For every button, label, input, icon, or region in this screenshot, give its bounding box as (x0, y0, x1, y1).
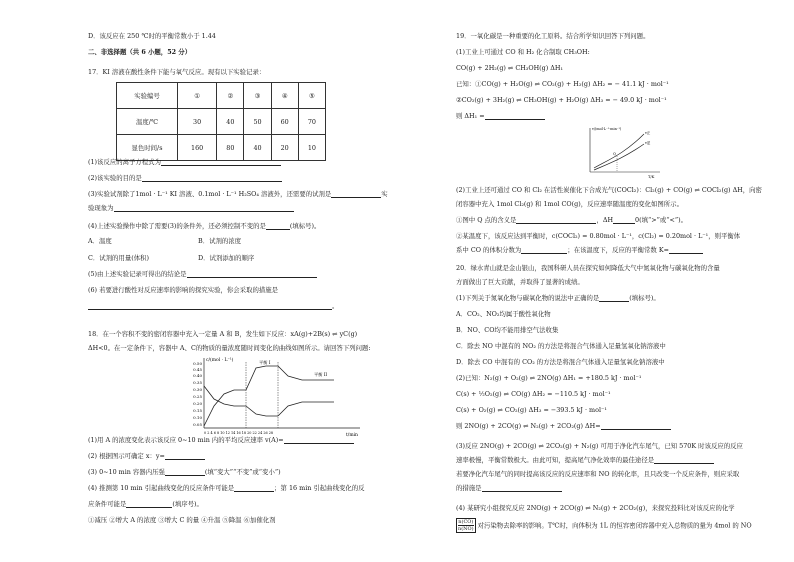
answer-blank (599, 295, 629, 302)
q18-part4 (88, 484, 365, 492)
answer-blank (161, 159, 281, 166)
q19-part2-q1 (456, 216, 687, 224)
curve-c (204, 390, 246, 426)
q17-part3-text: (3)实验试剂除了1mol · L⁻¹ KI 溶液、0.1mol · L⁻¹ H₂SO₄ 溶液外，还需要的试剂是 (88, 190, 332, 198)
q20-given-1: (2)已知：N₂(g) + O₂(g) ⇌ 2NO(g) ΔH₁ = +180.5 kJ · mol⁻¹ (456, 374, 642, 382)
fraction-denominator: n(NO) (458, 526, 474, 532)
table-cell: 40 (244, 135, 271, 161)
table-cell: 50 (244, 109, 271, 135)
q17-part1 (88, 158, 281, 166)
table-cell: 实验编号 (117, 83, 178, 109)
q18-part4-cont-text: 应条件可能是 (88, 500, 127, 508)
question-16-option-d: D．该反应在 250 ℃时的平衡常数小于 1.44 (88, 32, 216, 40)
forward-rate-curve (594, 134, 644, 168)
question-18-stem: 18．在一个容积不变的密闭容器中充入一定量 A 和 B，发生如下反应：xA(g)+2B(s) ⇌ yC(g) (88, 330, 358, 338)
q18-part2-text: (2) 根据图示可确定 x：y= (88, 452, 165, 460)
y-axis-label: v/(mol·L⁻¹·min⁻¹) (592, 127, 622, 131)
q18-part4-tail: ；第 16 min 引起曲线变化的反 (274, 484, 365, 492)
curve-a-after-10 (246, 406, 278, 416)
q18-part4-cont (88, 500, 203, 508)
q19-delta-h1-text: 则 ΔH₁ = (456, 112, 485, 120)
rate-temperature-graph (584, 122, 664, 180)
y-tick: 0.35 (193, 380, 202, 385)
ratio-fraction (456, 518, 476, 533)
answer-blank (284, 437, 354, 444)
answer-blank (114, 205, 294, 212)
y-tick: 0.10 (193, 415, 202, 420)
q18-part3-tail: (填“变大”“不变”或“变小”) (204, 468, 281, 476)
q20-option-a: A．CO₂、NO₂均属于酸性氧化物 (456, 310, 551, 318)
q17-option-a: A．温度 (88, 237, 112, 245)
q17-part3 (88, 190, 388, 198)
q17-part4-text: (4)上述实验操作中除了需要(3)的条件外，还必须控制不变的是 (88, 222, 266, 230)
table-row (117, 109, 326, 135)
table-row (117, 135, 326, 161)
question-18-stem-cont: ΔH<0。在一定条件下，容器中 A、C的物质的量浓度随时间变化的曲线如图所示。请回答下列问题: (88, 344, 371, 352)
q20-part1 (456, 294, 660, 302)
q17-part6-end: 。 (332, 302, 339, 310)
q18-part1-text: (1)用 A 的浓度变化表示该反应 0~10 min 内的平均反应速率 v(A)= (88, 436, 284, 444)
q17-part2-text: (2)该实验的目的是 (88, 174, 142, 182)
q17-part3-cont-text: 验现象为 (88, 204, 114, 212)
q17-part4 (88, 222, 320, 230)
answer-blank (516, 217, 596, 224)
fraction-numerator: n(CO) (458, 519, 474, 525)
q17-part4-tail: (填标号)。 (289, 222, 321, 230)
table-cell: 40 (217, 109, 244, 135)
table-cell: ⑤ (298, 83, 325, 109)
answer-blank (485, 113, 545, 120)
q19-part1: (1)工业上可通过 CO 和 H₂ 化合制取 CH₃OH: (456, 48, 590, 56)
answer-blank (613, 217, 635, 224)
question-20-stem-cont: 方面做出了巨大贡献，并取得了显著的成绩。 (456, 278, 584, 286)
q20-given-3: C(s) + O₂(g) ⇌ CO₂(g) ΔH₃ = −393.5 kJ · mol⁻¹ (456, 406, 607, 414)
answer-blank (234, 485, 274, 492)
q19-given-1: 已知：①CO(g) + H₂O(g) ⇌ CO₂(g) + H₂(g) ΔH₂ = − 41.1 kJ · mol⁻¹ (456, 80, 669, 88)
q20-part3: (3)反应 2NO(g) + 2CO(g) ⇌ 2CO₂(g) + N₂(g) 可用于净化汽车尾气，已知 570K 时该反应的反应 (456, 442, 743, 450)
q19-part2-q2-cont (456, 246, 703, 254)
q17-part6-cont (88, 302, 338, 310)
q17-option-c: C．试剂的用量(体积) (88, 254, 150, 262)
q20-part3-cont (456, 456, 714, 464)
x-axis-label: T/K (648, 175, 655, 179)
q17-part6-text: (6) 若要进行酸性对反应速率的影响的探究实验，你会采取的措施是 (88, 286, 279, 294)
q17-part1-text: (1)该反应的离子方程式为 (88, 158, 161, 166)
table-cell: ③ (244, 83, 271, 109)
table-cell: 70 (298, 109, 325, 135)
label-v-forward: v正 (645, 131, 651, 135)
table-cell: ① (178, 83, 217, 109)
answer-blank (165, 469, 205, 476)
q18-part2 (88, 452, 205, 460)
q19-part2-q2-tail: ；在该温度下，反应的平衡常数 K= (567, 246, 669, 254)
table-cell: 10 (298, 135, 325, 161)
q20-part4-cont-text: 对污染物去除率的影响。T℃时，向体积为 1L 的恒容密闭容器中充入总物质的量为 4mol 的 NO (477, 521, 752, 530)
table-cell: 160 (178, 135, 217, 161)
table-cell: 温度/℃ (117, 109, 178, 135)
concentration-time-graph (184, 354, 364, 438)
q20-option-b: B．NO、CO均不能用排空气法收集 (456, 326, 559, 334)
y-tick: 0.25 (193, 394, 202, 399)
curve-a (204, 386, 246, 406)
table-row (117, 83, 326, 109)
table-cell: ④ (271, 83, 298, 109)
q17-option-d: D．试剂添加的顺序 (198, 254, 255, 262)
y-tick: 0.30 (193, 387, 202, 392)
x-ticks: 0 2 4 6 8 10 12 14 16 18 20 22 24 26 28 (204, 431, 274, 435)
q20-part4-cont (456, 518, 752, 533)
answer-blank (88, 303, 332, 310)
question-20-stem: 20．绿水青山就是金山银山，我国科研人员在探究如何降低大气中氮氧化物与碳氧化物的含量 (456, 264, 720, 272)
q17-option-b: B．试剂的浓度 (198, 237, 242, 245)
q20-part3-cont-text: 速率极慢，平衡常数极大。由此可知，提高尾气净化效率的最佳途径是 (456, 456, 655, 464)
q17-part3-tail: 实 (381, 190, 388, 198)
q17-part5-text: (5)由上述实验记录可得出的结论是 (88, 270, 187, 278)
y-tick: 0.40 (193, 373, 202, 378)
answer-blank (482, 485, 562, 492)
q20-part1-tail: (填标号)。 (629, 294, 660, 302)
label-v-reverse: v逆 (645, 141, 651, 145)
y-axis-label: c/(mol · L⁻¹) (206, 358, 234, 363)
q19-part2-q1-tail: 0(填“>”或“<”)。 (635, 216, 688, 224)
table-cell: 20 (271, 135, 298, 161)
answer-blank (331, 191, 381, 198)
q19-part2-q1-text: ①图中 Q 点的含义是 (456, 216, 517, 224)
q20-part1-text: (1)下列关于氮氧化物与碳氧化物的说法中正确的是 (456, 294, 600, 302)
q19-part2-q2: ②某温度下，该反应达到平衡时，c(COCl₂) = 0.80mol · L⁻¹，c(Cl₂) = 0.20mol · L⁻¹，则平衡体 (456, 232, 741, 240)
q19-delta-h-sign: ，ΔH (596, 216, 614, 224)
x-axis-label: t/min (346, 433, 358, 438)
curve-c-after-10 (246, 366, 278, 390)
y-tick: 0.15 (193, 408, 202, 413)
answer-blank (165, 453, 205, 460)
q17-part5 (88, 270, 317, 278)
q19-equation: CO(g) + 2H₂(g) ⇌ CH₃OH(g) ΔH₁ (456, 64, 564, 72)
q20-part3-cont2: 若要净化汽车尾气的同时提高该反应的反应速率和 NO 的转化率，且只改变一个反应条件，则应采取 (456, 470, 740, 478)
answer-blank (126, 501, 172, 508)
q19-delta-h1 (456, 112, 545, 120)
y-tick: 0.50 (193, 361, 202, 366)
q20-given-2: C(s) + ½O₂(g) ⇌ CO(g) ΔH₂ = −110.5 kJ · mol⁻¹ (456, 390, 611, 398)
q17-part6 (88, 286, 278, 294)
q18-part4-cont-tail: (填序号)。 (172, 500, 203, 508)
reverse-rate-curve (594, 144, 644, 170)
y-tick: 0.05 (193, 422, 202, 427)
table-cell: 60 (271, 109, 298, 135)
q20-delta-h-text: 则 2NO(g) + 2CO(g) ⇌ N₂(g) + 2CO₂(g) ΔH= (456, 422, 601, 430)
label-equilibrium-i: 平衡 I (259, 360, 271, 365)
q20-option-d: D．除去 CO 中混有的 CO₂ 的方法是将混合气体通入足量氢氧化钠溶液中 (456, 358, 665, 366)
q19-part2-cont: 闭容器中充入 1mol Cl₂(g) 和 1mol CO(g)，反应速率随温度的变化如图所示。 (456, 200, 683, 208)
q17-part3-cont (88, 204, 294, 212)
q18-part3-text: (3) 0~10 min 容器内压强 (88, 468, 165, 476)
q18-options: ①减压 ②增大 A 的浓度 ③增大 C 的量 ④升温 ⑤降温 ⑥加催化剂 (88, 516, 276, 524)
curve-a-after-16 (278, 402, 334, 416)
answer-blank (521, 247, 567, 254)
q19-part2-q2-text: 系中 CO 的体积分数为 (456, 246, 522, 254)
label-equilibrium-ii: 平衡 II (314, 372, 328, 377)
experiment-table (116, 82, 326, 161)
y-tick: 0.20 (193, 401, 202, 406)
table-cell: 80 (217, 135, 244, 161)
answer-blank (187, 271, 317, 278)
table-cell: ② (217, 83, 244, 109)
q20-part3-cont3-text: 的措施是 (456, 484, 482, 492)
answer-blank (654, 457, 714, 464)
label-q-point: Q (613, 152, 616, 156)
q20-delta-h (456, 422, 671, 430)
q19-given-2: ②CO₂(g) + 3H₂(g) ⇌ CH₃OH(g) + H₂O(g) ΔH₃ = − 49.0 kJ · mol⁻¹ (456, 96, 667, 104)
table-cell: 30 (178, 109, 217, 135)
y-tick: 0.45 (193, 367, 202, 372)
q20-part4: (4) 某研究小组探究反应 2NO(g) + 2CO(g) ⇌ N₂(g) + 2CO₂(g)，来探究投料比对该反应的化学 (456, 504, 735, 512)
question-19-stem: 19．一氧化碳是一种重要的化工原料。结合所学知识回答下列问题。 (456, 32, 650, 40)
answer-blank (601, 423, 671, 430)
question-17-stem: 17．KI 溶液在酸性条件下能与氧气反应。现有以下实验记录： (88, 68, 266, 76)
answer-blank (142, 175, 282, 182)
q18-part1 (88, 436, 354, 444)
answer-blank (669, 247, 703, 254)
table-cell: 显色时间/s (117, 135, 178, 161)
answer-blank (266, 223, 290, 230)
q20-part3-cont3 (456, 484, 562, 492)
q17-part2 (88, 174, 282, 182)
q19-part2: (2)工业上还可通过 CO 和 Cl₂ 在活性炭催化下合成光气(COCl₂)：Cl₂(g) + CO(g) ⇌ COCl₂(g) ΔH，向密 (456, 186, 762, 194)
q18-part4-text: (4) 推测第 10 min 引起曲线变化的反应条件可能是 (88, 484, 235, 492)
q20-option-c: C．除去 NO 中混有的 NO₂ 的方法是将混合气体通入足量氢氧化钠溶液中 (456, 342, 666, 350)
section-heading: 二、非选择题（共 6 小题，52 分） (88, 48, 192, 56)
q18-part3 (88, 468, 281, 476)
